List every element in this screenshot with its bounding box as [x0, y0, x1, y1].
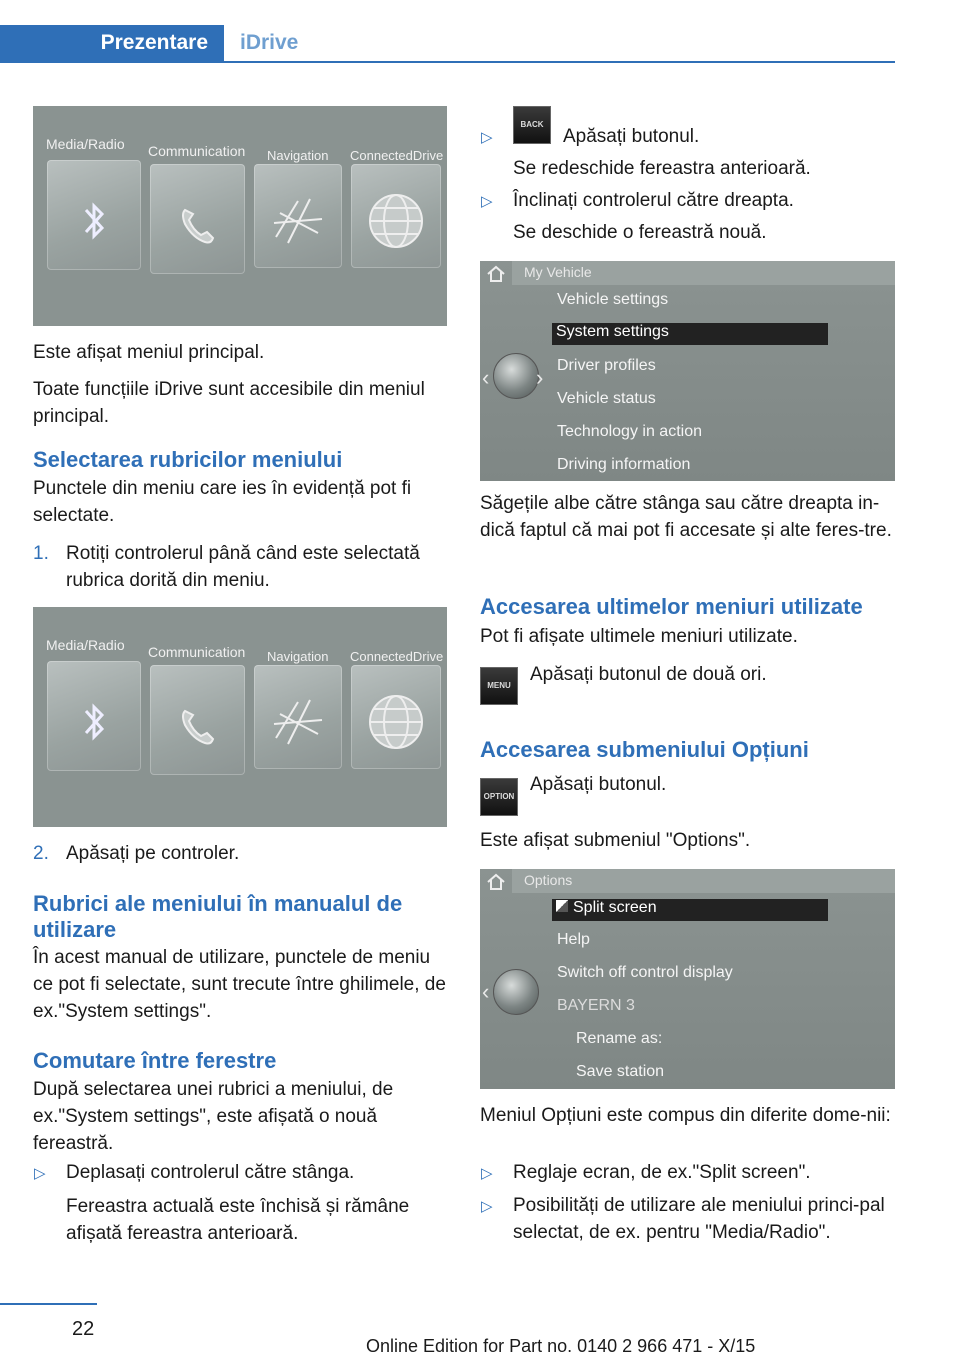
footer-edition: Online Edition for Part no. 0140 2 966 471 - X/15 — [366, 1336, 756, 1356]
bullet-move-left: Deplasați controlerul către stânga. — [66, 1162, 355, 1183]
tile-communication — [150, 665, 245, 775]
map-icon — [270, 694, 326, 750]
paragraph-main-menu-shown: Este afișat meniul principal. — [33, 342, 265, 363]
bullet-screen-settings: Reglaje ecran, de ex."Split screen". — [513, 1162, 811, 1183]
step-1-text: Rotiți controlerul până când este selectată rubrica dorită din meniu. — [66, 543, 420, 591]
home-icon — [486, 265, 506, 283]
paragraph-last-menus: Pot fi afișate ultimele meniuri utilizate. — [480, 626, 798, 647]
bullet-triangle-icon: ▷ — [481, 1198, 493, 1215]
menu-item-rename: Rename as: — [576, 1030, 663, 1047]
footer-line — [0, 1303, 97, 1305]
heading-switch-windows: Comutare între ferestre — [33, 1048, 277, 1073]
bullet-triangle-icon: ▷ — [481, 193, 493, 210]
menu-title: Options — [524, 872, 573, 888]
heading-last-menus: Accesarea ultimelor meniuri utilizate — [480, 594, 863, 619]
option-button-image: OPTION — [480, 778, 518, 816]
menu-item-switch-off-display: Switch off control display — [557, 964, 733, 981]
bullet-back-sub: Se redeschide fereastra anterioară. — [513, 158, 811, 179]
globe-icon — [366, 191, 426, 251]
menu-item-split-screen-selected — [552, 899, 828, 921]
bullet-move-left-sub: Fereastra actuală este închisă și rămâne afișată fereastra anterioară. — [66, 1196, 410, 1244]
paragraph-options-domains: Meniul Opțiuni este compus din diferite dome-nii: — [480, 1105, 891, 1126]
step-2-text: Apăsați pe controler. — [66, 843, 240, 864]
main-menu-screenshot-1 — [33, 106, 447, 326]
paragraph-rubrici: În acest manual de utilizare, punctele de meniu ce pot fi selectate, sunt trecute între ghilimele, de ex."System settings". — [33, 947, 446, 1022]
step-2-number: 2. — [33, 843, 49, 864]
heading-select-menu-items: Selectarea rubricilor meniului — [33, 447, 343, 472]
mm-label-media: Media/Radio — [46, 136, 125, 152]
tile-connecteddrive — [351, 164, 441, 268]
tile-connecteddrive — [351, 665, 441, 769]
paragraph-select: Punctele din meniu care ies în evidență pot fi selectate. — [33, 478, 412, 526]
bullet-back-text: Apăsați butonul. — [563, 126, 700, 147]
tile-navigation — [254, 164, 342, 268]
menu-title: My Vehicle — [524, 264, 592, 280]
tab-prezentare[interactable]: Prezentare — [0, 25, 224, 61]
split-screen-label: Split screen — [573, 899, 657, 916]
arrow-right-icon: › — [536, 365, 544, 390]
bullet-triangle-icon: ▷ — [481, 129, 493, 146]
home-icon — [486, 873, 506, 891]
bullet-tilt-right: Înclinați controlerul către dreapta. — [513, 190, 794, 211]
tile-media — [47, 160, 141, 270]
main-menu-screenshot-2 — [33, 607, 447, 827]
arrow-left-icon: ‹ — [482, 365, 490, 390]
step-1-number: 1. — [33, 543, 49, 564]
left-column-intro — [33, 339, 453, 430]
bullet-menu-options: Posibilități de utilizare ale meniului princi-pal selectat, de ex. pentru "Media/Radio". — [513, 1195, 885, 1243]
phone-icon — [173, 701, 223, 751]
mm-label-media: Media/Radio — [46, 637, 125, 653]
bluetooth-icon — [77, 196, 111, 246]
paragraph-all-functions: Toate funcțiile iDrive sunt accesibile din meniul principal. — [33, 379, 425, 427]
globe-icon — [366, 692, 426, 752]
menu-item-driver-profiles: Driver profiles — [557, 357, 656, 374]
menu-item-vehicle-settings: Vehicle settings — [557, 291, 669, 308]
mm-label-navigation: Navigation — [267, 148, 329, 163]
mm-label-connecteddrive: ConnectedDrive — [350, 148, 444, 163]
bullet-triangle-icon: ▷ — [481, 1165, 493, 1182]
paragraph-press-twice: Apăsați butonul de două ori. — [530, 664, 767, 685]
split-screen-icon — [556, 900, 568, 912]
back-button-image: BACK — [513, 106, 551, 144]
page-number: 22 — [72, 1318, 95, 1340]
menu-item-help: Help — [557, 931, 590, 948]
tile-media — [47, 661, 141, 771]
map-icon — [270, 193, 326, 249]
mm-label-navigation: Navigation — [267, 649, 329, 664]
mm-label-connecteddrive: ConnectedDrive — [350, 649, 444, 664]
controller-knob — [493, 969, 539, 1015]
menu-button-image: MENU — [480, 667, 518, 705]
menu-item-save-station: Save station — [576, 1063, 665, 1080]
menu-item-bayern3: BAYERN 3 — [557, 997, 635, 1014]
menu-item-system-settings-selected: System settings — [552, 323, 828, 345]
tile-communication — [150, 164, 245, 274]
mm-label-communication: Communication — [148, 143, 246, 159]
mm-label-communication: Communication — [148, 644, 246, 660]
bullet-tilt-right-sub: Se deschide o fereastră nouă. — [513, 222, 767, 243]
bluetooth-icon — [77, 697, 111, 747]
paragraph-press-option: Apăsați butonul. — [530, 774, 667, 795]
tab-idrive[interactable]: iDrive — [240, 31, 299, 54]
my-vehicle-screenshot — [480, 261, 895, 481]
menu-item-driving-info: Driving information — [557, 456, 691, 473]
phone-icon — [173, 200, 223, 250]
arrow-left-icon: ‹ — [482, 979, 490, 1004]
options-screenshot — [480, 869, 895, 1089]
paragraph-comutare: După selectarea unei rubrici a meniului, de ex."System settings", este afișată o nouă fereastră. — [33, 1079, 394, 1154]
heading-options-submenu: Accesarea submeniului Opțiuni — [480, 737, 809, 762]
menu-item-technology: Technology in action — [557, 423, 702, 440]
menu-item-vehicle-status: Vehicle status — [557, 390, 656, 407]
bullet-triangle-icon: ▷ — [34, 1165, 46, 1182]
heading-menu-items-in-manual: Rubrici ale meniului în manualul de utilizare — [33, 891, 403, 942]
paragraph-options-shown: Este afișat submeniul "Options". — [480, 830, 751, 851]
controller-knob — [493, 353, 539, 399]
tile-navigation — [254, 665, 342, 769]
paragraph-arrows: Săgețile albe către stânga sau către dreapta in-dică faptul că mai pot fi accesate și alte feres-tre. — [480, 493, 892, 541]
